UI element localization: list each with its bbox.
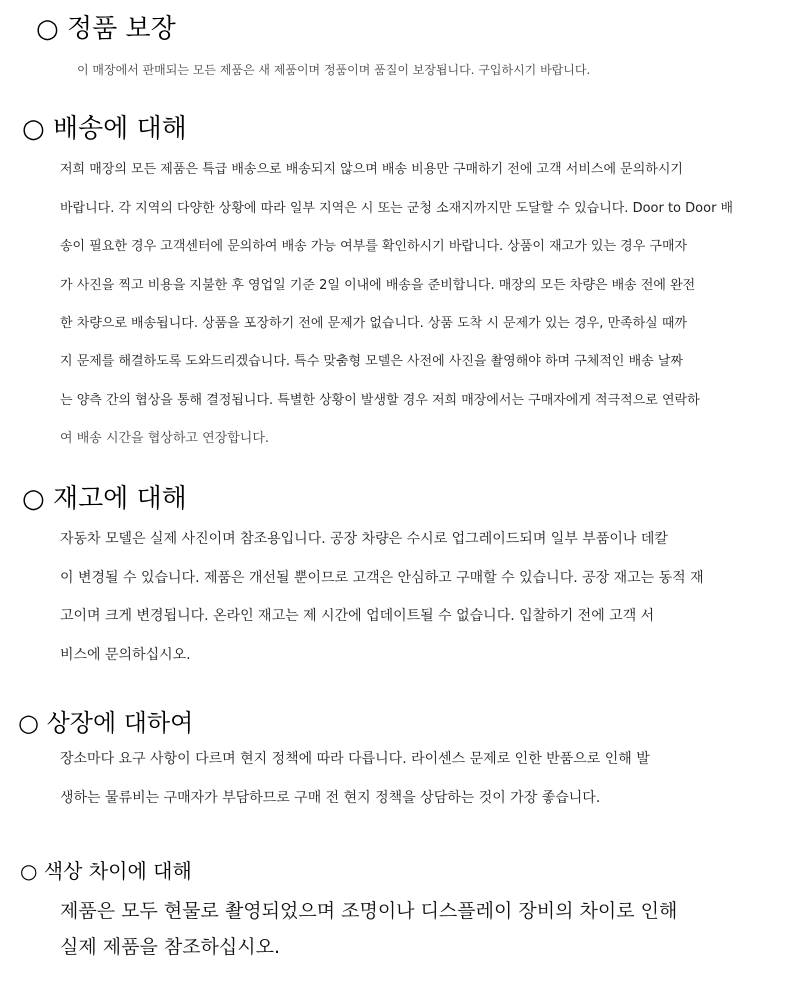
shipping-line-3: 송이 필요한 경우 고객센터에 문의하여 배송 가능 여부를 확인하시기 바랍니다. 상품이 재고가 있는 경우 구매자 bbox=[60, 239, 688, 254]
color-difference-line-1: 제품은 모두 현물로 촬영되었으며 조명이나 디스플레이 장비의 차이로 인해 bbox=[60, 900, 678, 922]
shipping-line-4: 가 사진을 찍고 비용을 지불한 후 영업일 기준 2일 이내에 배송을 준비합니다. 매장의 모든 차량은 배송 전에 완전 bbox=[60, 278, 696, 293]
shipping-line-8: 여 배송 시간을 협상하고 연장합니다. bbox=[60, 431, 270, 446]
shipping-line-5: 한 차량으로 배송됩니다. 상품을 포장하기 전에 문제가 없습니다. 상품 도착 시 문제가 있는 경우, 만족하실 때까 bbox=[60, 316, 687, 331]
heading-registration: ○ 상장에 대하여 bbox=[18, 709, 194, 737]
authenticity-line-1: 이 매장에서 판매되는 모든 제품은 새 제품이며 정품이며 품질이 보장됩니다. 구입하시기 바랍니다. bbox=[77, 63, 591, 77]
color-difference-line-2: 실제 제품을 참조하십시오. bbox=[60, 936, 281, 958]
stock-line-3: 고이며 크게 변경됩니다. 온라인 재고는 제 시간에 업데이트될 수 없습니다. 입찰하기 전에 고객 서 bbox=[60, 608, 655, 624]
shipping-line-7: 는 양측 간의 협상을 통해 결정됩니다. 특별한 상황이 발생할 경우 저희 매장에서는 구매자에게 적극적으로 연락하 bbox=[60, 393, 700, 408]
stock-line-2: 이 변경될 수 있습니다. 제품은 개선될 뿐이므로 고객은 안심하고 구매할 수 있습니다. 공장 재고는 동적 재 bbox=[60, 570, 704, 586]
heading-authenticity: ○ 정품 보장 bbox=[36, 14, 176, 44]
stock-line-1: 자동차 모델은 실제 사진이며 참조용입니다. 공장 차량은 수시로 업그레이드되며 일부 부품이나 데칼 bbox=[60, 531, 668, 547]
registration-line-1: 장소마다 요구 사항이 다르며 현지 정책에 따라 다릅니다. 라이센스 문제로 인한 반품으로 인해 발 bbox=[60, 751, 650, 767]
heading-shipping: ○ 배송에 대해 bbox=[22, 114, 187, 144]
registration-line-2: 생하는 물류비는 구매자가 부담하므로 구매 전 현지 정책을 상담하는 것이 가장 좋습니다. bbox=[60, 790, 601, 806]
heading-color-difference: ○ 색상 차이에 대해 bbox=[20, 859, 192, 883]
heading-stock: ○ 재고에 대해 bbox=[22, 484, 187, 514]
stock-line-4: 비스에 문의하십시오. bbox=[60, 647, 191, 663]
shipping-line-2: 바랍니다. 각 지역의 다양한 상황에 따라 일부 지역은 시 또는 군청 소재지까지만 도달할 수 있습니다. Door to Door 배 bbox=[60, 201, 734, 216]
shipping-line-6: 지 문제를 해결하도록 도와드리겠습니다. 특수 맞춤형 모델은 사전에 사진을 촬영해야 하며 구체적인 배송 날짜 bbox=[60, 354, 683, 369]
shipping-line-1: 저희 매장의 모든 제품은 특급 배송으로 배송되지 않으며 배송 비용만 구매하기 전에 고객 서비스에 문의하시기 bbox=[60, 162, 683, 177]
